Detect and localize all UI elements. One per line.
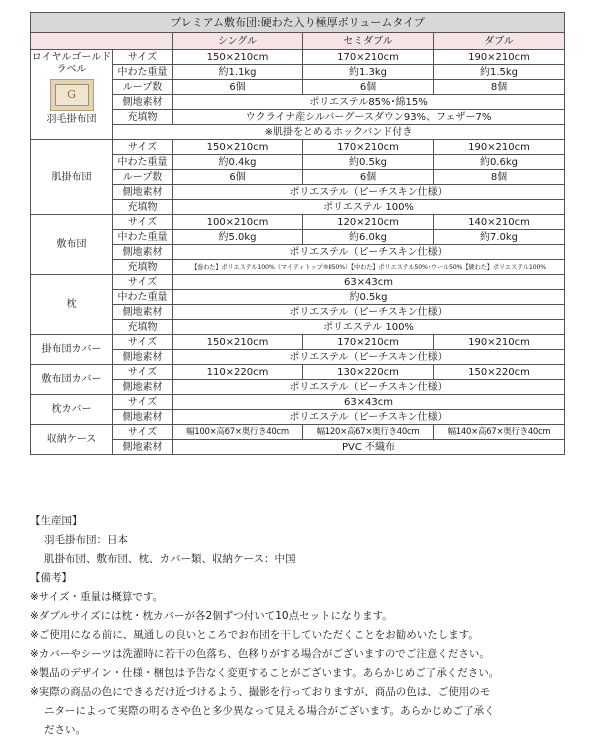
header-blank <box>31 33 173 50</box>
row-label: 側地素材 <box>113 440 173 455</box>
row-label: 中わた重量 <box>113 65 173 80</box>
cell: 6個 <box>303 170 434 185</box>
row-label: サイズ <box>113 50 173 65</box>
cell: 約0.6kg <box>434 155 565 170</box>
row-label: サイズ <box>113 335 173 350</box>
category-royal <box>31 50 113 140</box>
row-label: 充填物 <box>113 260 173 275</box>
row-label: 側地素材 <box>113 350 173 365</box>
cell: 190×210cm <box>434 140 565 155</box>
category-case: 収納ケース <box>31 425 113 455</box>
remark-line-cont: ださい。 <box>44 724 86 736</box>
cell: 約1.3kg <box>303 65 434 80</box>
cell: 約6.0kg <box>303 230 434 245</box>
title-row <box>31 13 565 33</box>
col-single: シングル <box>173 33 303 50</box>
remark-line: ※サイズ・重量は概算です。 <box>30 591 164 603</box>
category-makuracover: 枕カバー <box>31 395 113 425</box>
table-row <box>31 140 565 155</box>
cell: 【巻わた】ポリエステル100%（マイティトップ®Ⅱ50%）【中わた】ポリエステル50%･ウール50%【硬わた】ポリエステル100% <box>173 260 565 275</box>
cell: ポリエステル（ピーチスキン仕様） <box>173 245 565 260</box>
cell: 150×220cm <box>434 365 565 380</box>
royal-name-3: 羽毛掛布団 <box>46 114 97 125</box>
cell: 約1.5kg <box>434 65 565 80</box>
remark-line: ※実際の商品の色にできるだけ近づけるよう、撮影を行っておりますが、商品の色は、ご使用のモ <box>30 686 491 698</box>
cell: 63×43cm <box>173 275 565 290</box>
row-label: ループ数 <box>113 170 173 185</box>
cell: 約7.0kg <box>434 230 565 245</box>
header-row <box>31 33 565 50</box>
table-row <box>31 215 565 230</box>
row-label: 側地素材 <box>113 410 173 425</box>
cell: 170×210cm <box>303 140 434 155</box>
cell: ポリエステル（ピーチスキン仕様） <box>173 350 565 365</box>
royal-name-1: ロイヤルゴールド <box>31 52 112 63</box>
table-title: プレミアム敷布団:硬わた入り極厚ボリュームタイプ <box>31 13 565 33</box>
cell: 約0.5kg <box>173 290 565 305</box>
category-kakecover: 掛布団カバー <box>31 335 113 365</box>
remark-line-cont: ニターによって実際の明るさや色と多少異なって見える場合がございます。あらかじめご了承く <box>44 705 495 717</box>
row-label: 側地素材 <box>113 305 173 320</box>
cell: 6個 <box>303 80 434 95</box>
cell: 100×210cm <box>173 215 303 230</box>
cell: 170×210cm <box>303 50 434 65</box>
row-label: 側地素材 <box>113 95 173 110</box>
cell: 6個 <box>173 170 303 185</box>
row-label: サイズ <box>113 215 173 230</box>
row-label: 側地素材 <box>113 245 173 260</box>
row-label: サイズ <box>113 140 173 155</box>
cell: 8個 <box>434 80 565 95</box>
table-row <box>31 395 565 410</box>
gold-label-mark: G <box>55 84 89 106</box>
royal-name-2: ラベル <box>56 64 87 75</box>
cell: ポリエステル（ピーチスキン仕様） <box>173 185 565 200</box>
remark-line: ※製品のデザイン・仕様・梱包は予告なく変更することがございます。あらかじめご了承ください。 <box>30 667 500 679</box>
remark-line: ※カバーやシーツは洗濯時に若干の色落ち、色移りがする場合がございますのでご注意ください。 <box>30 648 490 660</box>
cell: 6個 <box>173 80 303 95</box>
cell: 140×210cm <box>434 215 565 230</box>
row-label: サイズ <box>113 425 173 440</box>
cell: ポリエステル（ピーチスキン仕様） <box>173 410 565 425</box>
row-label: 中わた重量 <box>113 230 173 245</box>
row-label: 中わた重量 <box>113 155 173 170</box>
origin-heading: 【生産国】 <box>30 515 83 527</box>
cell: 170×210cm <box>303 335 434 350</box>
cell: 150×210cm <box>173 50 303 65</box>
cell: ポリエステル85%･綿15% <box>173 95 565 110</box>
category-shiki: 敷布団 <box>31 215 113 275</box>
origin-line: 肌掛布団、敷布団、枕、カバー類、収納ケース：中国 <box>44 553 296 565</box>
row-label: 充填物 <box>113 320 173 335</box>
category-hada: 肌掛布団 <box>31 140 113 215</box>
table-row <box>31 275 565 290</box>
cell: ウクライナ産シルバーグースダウン93%、フェザー7% <box>173 110 565 125</box>
cell: 幅140×高67×奥行き40cm <box>434 425 565 440</box>
gold-label-image <box>50 79 94 111</box>
cell: PVC 不織布 <box>173 440 565 455</box>
royal-note: ※肌掛をとめるホックバンド付き <box>113 125 565 140</box>
cell: 幅120×高67×奥行き40cm <box>303 425 434 440</box>
cell: 150×210cm <box>173 140 303 155</box>
cell: 63×43cm <box>173 395 565 410</box>
remark-line: ※ご使用になる前に、風通しの良いところでお布団を干していただくことをお勧めいたします。 <box>30 629 479 641</box>
row-label: 充填物 <box>113 110 173 125</box>
table-row <box>31 365 565 380</box>
row-label: ループ数 <box>113 80 173 95</box>
table-row <box>31 425 565 440</box>
table-row <box>31 335 565 350</box>
cell: 150×210cm <box>173 335 303 350</box>
cell: 約0.5kg <box>303 155 434 170</box>
table-row <box>31 50 565 65</box>
cell: ポリエステル 100% <box>173 320 565 335</box>
row-label: サイズ <box>113 365 173 380</box>
row-label: 側地素材 <box>113 380 173 395</box>
origin-line: 羽毛掛布団：日本 <box>44 534 128 546</box>
remark-line: ※ダブルサイズには枕・枕カバーが各2個ずつ付いて10点セットになります。 <box>30 610 393 622</box>
row-label: 側地素材 <box>113 185 173 200</box>
row-label: サイズ <box>113 395 173 410</box>
row-label: 中わた重量 <box>113 290 173 305</box>
cell: ポリエステル（ピーチスキン仕様） <box>173 380 565 395</box>
cell: 130×220cm <box>303 365 434 380</box>
category-shikicover: 敷布団カバー <box>31 365 113 395</box>
row-label: 充填物 <box>113 200 173 215</box>
notes-section <box>30 512 570 740</box>
col-semidouble: セミダブル <box>303 33 434 50</box>
remarks-heading: 【備考】 <box>30 572 72 584</box>
category-makura: 枕 <box>31 275 113 335</box>
cell: 110×220cm <box>173 365 303 380</box>
cell: 190×210cm <box>434 335 565 350</box>
cell: ポリエステル 100% <box>173 200 565 215</box>
cell: 約0.4kg <box>173 155 303 170</box>
cell: 120×210cm <box>303 215 434 230</box>
cell: 約5.0kg <box>173 230 303 245</box>
cell: 幅100×高67×奥行き40cm <box>173 425 303 440</box>
cell: ポリエステル（ピーチスキン仕様） <box>173 305 565 320</box>
cell: 190×210cm <box>434 50 565 65</box>
row-label: サイズ <box>113 275 173 290</box>
spec-table <box>30 12 565 455</box>
cell: 8個 <box>434 170 565 185</box>
col-double: ダブル <box>434 33 565 50</box>
cell: 約1.1kg <box>173 65 303 80</box>
